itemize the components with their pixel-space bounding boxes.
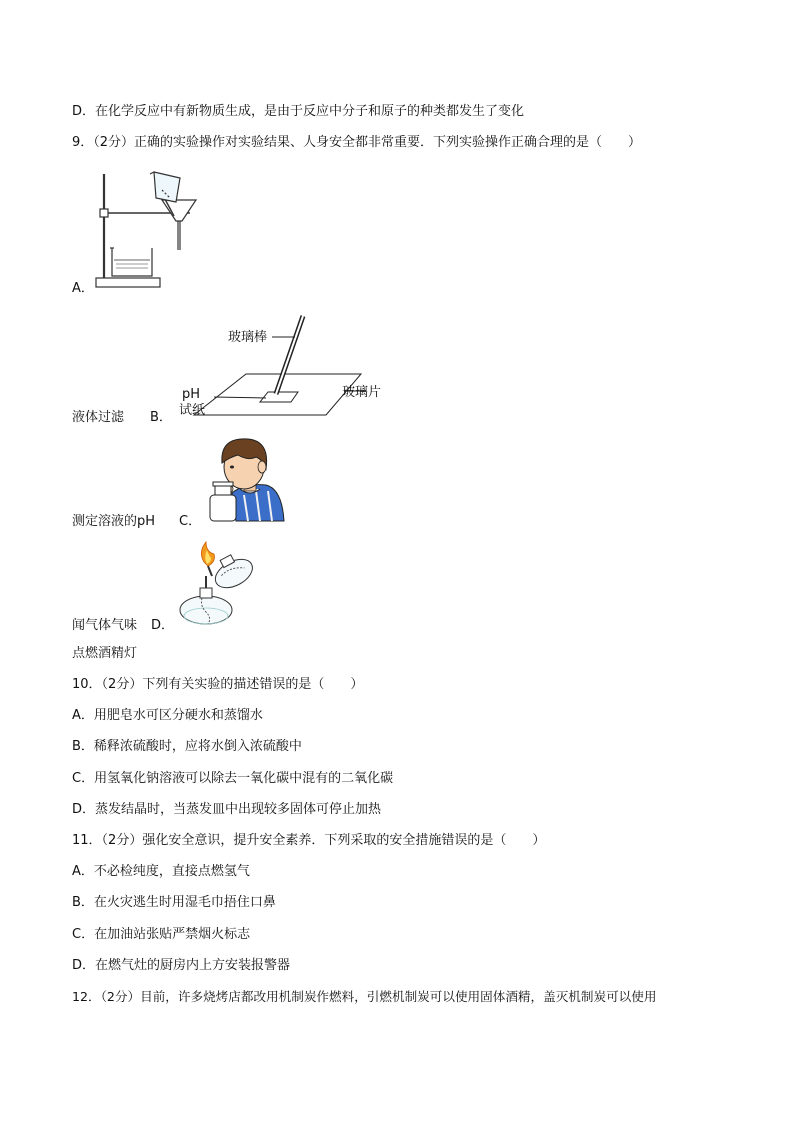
q9-stem: 9．（2分）正确的实验操作对实验结果、人身安全都非常重要．下列实验操作正确合理的是（ ） (72, 135, 642, 150)
q9-caption-a-and-label-b (72, 409, 172, 427)
q11-option-d: D．在燃气灶的厨房内上方安装报警器 (72, 958, 291, 973)
q9-option-b-label: B． (150, 410, 172, 425)
q8-option-d: D．在化学反应中有新物质生成，是由于反应中分子和原子的种类都发生了变化 (72, 104, 525, 119)
q9-caption-c-and-label-d (72, 617, 174, 635)
q11-stem: 11．（2分）强化安全意识，提升安全素养．下列采取的安全措施错误的是（ ） (72, 833, 546, 848)
q10-option-d: D．蒸发结晶时，当蒸发皿中出现较多固体可停止加热 (72, 802, 382, 817)
q9-option-a-label: A． (72, 281, 94, 296)
smelling-gas-figure (204, 433, 286, 523)
q10-option-b: B．稀释浓硫酸时，应将水倒入浓硫酸中 (72, 739, 302, 754)
glass-plate-label: 玻璃片 (342, 385, 382, 400)
q9-caption-b: 测定溶液的pH (72, 514, 156, 529)
q9-caption-d: 点燃酒精灯 (72, 646, 138, 661)
q9-caption-c: 闻气体气味 (72, 618, 138, 633)
q9-caption-b-and-label-c (72, 513, 201, 531)
q11-option-b: B．在火灾逃生时用湿毛巾捂住口鼻 (72, 895, 276, 910)
glass-rod-label: 玻璃棒 (228, 330, 268, 345)
alcohol-lamp-figure (176, 540, 262, 632)
ph-paper-label-2: 试纸 (179, 403, 206, 418)
q12-stem: 12．（2分）目前，许多烧烤店都改用机制炭作燃料，引燃机制炭可以使用固体酒精，盖灭机制炭可以使用 (72, 989, 657, 1004)
ph-paper-label-1: pH (182, 387, 201, 402)
q9-option-d-label: D． (151, 618, 175, 633)
ph-test-figure (176, 312, 391, 422)
q10-option-a: A．用肥皂水可区分硬水和蒸馏水 (72, 708, 263, 723)
q10-option-c: C．用氢氧化钠溶液可以除去一氧化碳中混有的二氧化碳 (72, 771, 394, 786)
q9-caption-a: 液体过滤 (72, 410, 125, 425)
q11-option-a: A．不必检纯度，直接点燃氢气 (72, 864, 250, 879)
filtration-figure (92, 168, 202, 293)
q11-option-c: C．在加油站张贴严禁烟火标志 (72, 927, 251, 942)
q9-option-c-label: C． (179, 514, 202, 529)
q10-stem: 10．（2分）下列有关实验的描述错误的是（ ） (72, 677, 364, 692)
